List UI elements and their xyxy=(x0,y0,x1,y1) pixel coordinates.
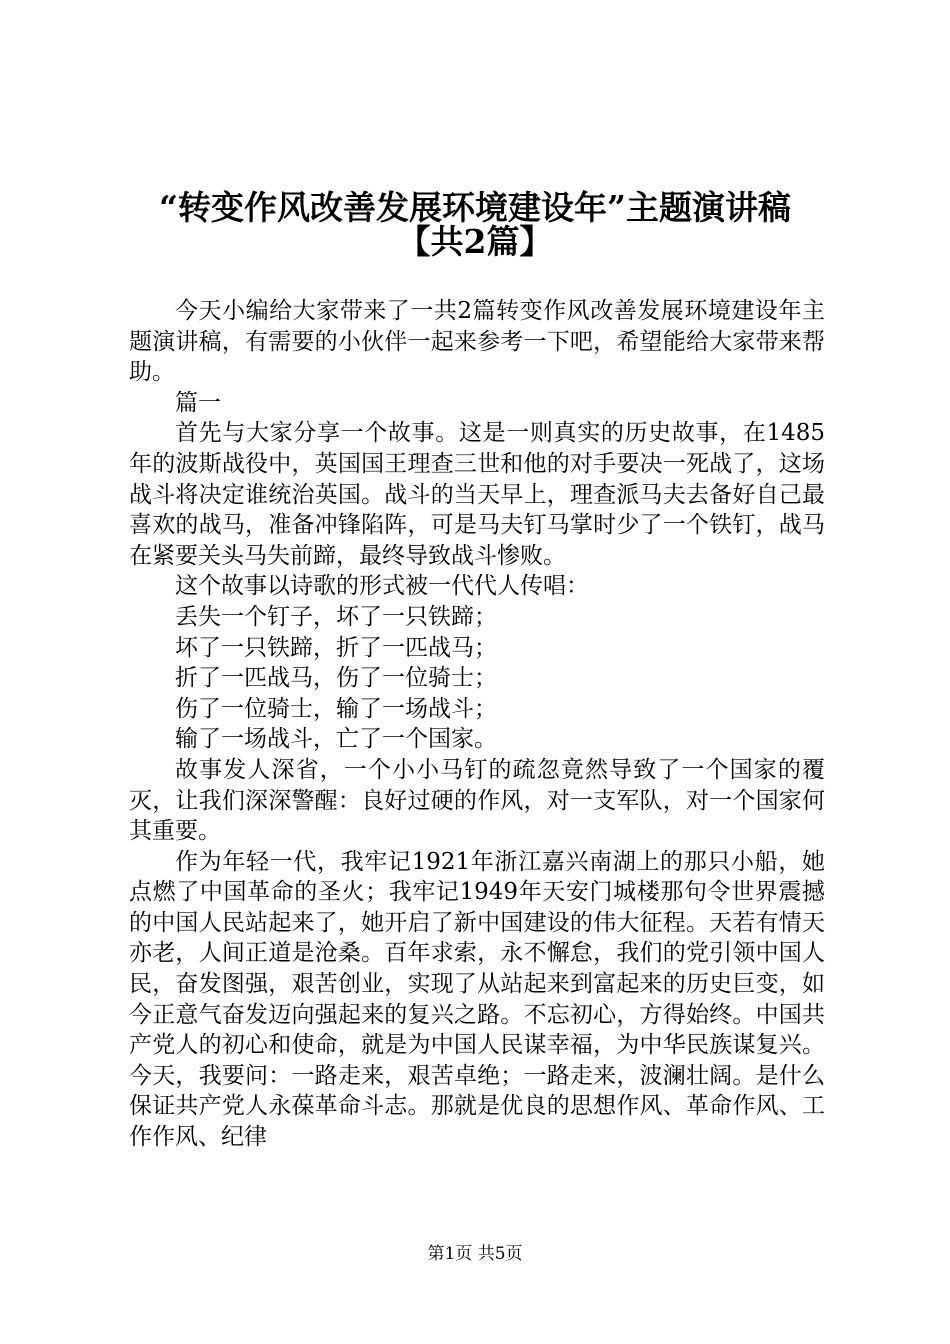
poem-line: 坏了一只铁蹄，折了一匹战马； xyxy=(175,634,497,661)
poem-line: 输了一场战斗，亡了一个国家。 xyxy=(175,726,497,753)
poem-line: 伤了一位骑士，输了一场战斗； xyxy=(175,695,497,722)
document-title-line-1: “转变作风改善发展环境建设年”主题演讲稿 xyxy=(159,188,791,227)
paragraph-reflection: 故事发人深省，一个小小马钉的疏忽竟然导致了一个国家的覆灭，让我们深深警醒：良好过硬的作风，对一支军队，对一个国家何其重要。 xyxy=(129,756,825,845)
document-body xyxy=(129,296,825,1153)
paragraph-poem-intro: 这个故事以诗歌的形式被一代代人传唱： xyxy=(175,573,589,600)
paragraph-history: 作为年轻一代，我牢记1921年浙江嘉兴南湖上的那只小船，她点燃了中国革命的圣火；我牢记1949年天安门城楼那句令世界震撼的中国人民站起来了，她开启了新中国建设的伟大征程。天若有情天亦老，人间正道是沧桑。百年求索，永不懈怠，我们的党引领中国人民，奋发图强，艰苦创业，实现了从站起来到富起来的历史巨变，如今正意气奋发迈向强起来的复兴之路。不忘初心，方得始终。中国共产党人的初心和使命，就是为中国人民谋幸福，为中华民族谋复兴。今天，我要问：一路走来，艰苦卓绝；一路走来，波澜壮阔。是什么保证共产党人永葆革命斗志。那就是优良的思想作风、革命作风、工作作风、纪律 xyxy=(129,848,825,1151)
page-footer: 第1页 共5页 xyxy=(427,1244,523,1264)
paragraph-intro: 今天小编给大家带来了一共2篇转变作风改善发展环境建设年主题演讲稿，有需要的小伙伴一起来参考一下吧，希望能给大家带来帮助。 xyxy=(129,298,825,386)
poem-line: 丢失一个钉子，坏了一只铁蹄； xyxy=(175,603,497,630)
poem-line: 折了一匹战马，伤了一位骑士； xyxy=(175,665,497,692)
paragraph-story: 首先与大家分享一个故事。这是一则真实的历史故事，在1485年的波斯战役中，英国国王理查三世和他的对手要决一死战了，这场战斗将决定谁统治英国。战斗的当天早上，理查派马夫去备好自己最喜欢的战马，准备冲锋陷阵，可是马夫钉马掌时少了一个铁钉，战马在紧要关头马失前蹄，最终导致战斗惨败。 xyxy=(129,420,825,569)
section-heading: 篇一 xyxy=(175,389,221,416)
document-title-line-2: 【共2篇】 xyxy=(397,222,553,261)
